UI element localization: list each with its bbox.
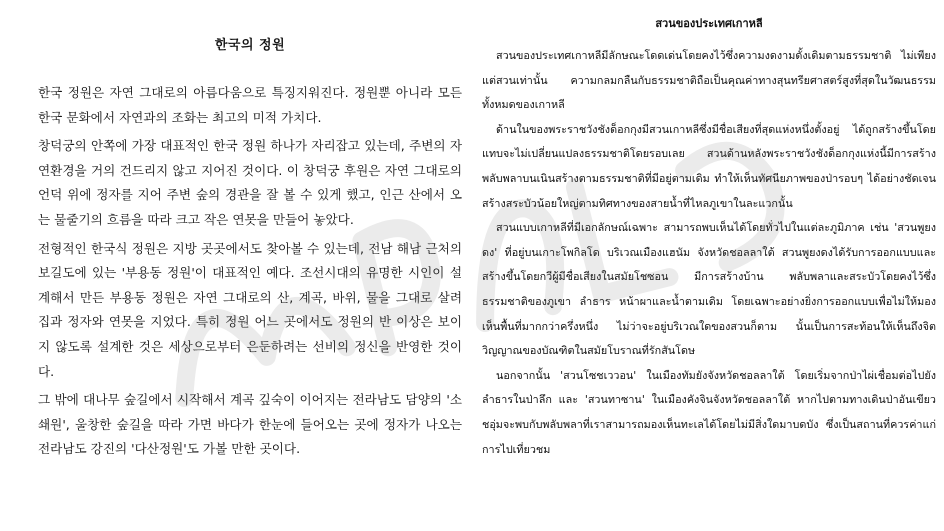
korean-title: 한국의 정원 bbox=[214, 38, 286, 53]
thai-paragraph: นอกจากนั้น 'สวนโซชเววอน' ในเมืองทัมยังจังหวัดชอลลาใต้ โดยเริ่มจากป่าไผ่เชื่อมต่อไปยังลำธารในป่าลึก และ 'สวนทาซาน' ในเมืองคังจินจังหวัดชอลลาใต้ หากไปตามทางเดินป่าอันเขียวชอุ่มจะพบกับพลับพลาที่เราสามารถมองเห็นทะเลได้โดยไม่มีสิ่งใดมาบดบัง ซึ่งเป็นสถานที่ควรค่าแก่การไปเที่ยวชม bbox=[482, 368, 936, 456]
korean-paragraph: 그 밖에 대나무 숲길에서 시작해서 계곡 깊숙이 이어지는 전라남도 담양의 '소쇄원', 울창한 숲길을 따라 가면 바다가 한눈에 들어오는 곳에 정자가 나오는 전라남도 강진의 '다산정원'도 가볼 만한 곳이다. bbox=[38, 392, 462, 457]
korean-paragraph: 전형적인 한국식 정원은 지방 곳곳에서도 찾아볼 수 있는데, 전남 해남 근처의 보길도에 있는 '부용동 정원'이 대표적인 예다. 조선시대의 유명한 시인이 설계해서 만든 부용동 정원은 자연 그대로의 산, 계곡, 바위, 물을 그대로 살려 집과 정자와 연못을 지었다. 특히 정원 어느 곳에서도 정원의 반 이상은 보이지 않도록 설계한 것은 세상으로부터 은둔하려는 선비의 정신을 반영한 것이다. bbox=[38, 240, 462, 379]
thai-paragraph: ด้านในของพระราชวังชังด็อกกุงมีสวนเกาหลีซึ่งมีชื่อเสียงที่สุดแห่งหนึ่งตั้งอยู่ ได้ถูกสร้างขึ้นโดยแทบจะไม่เปลี่ยนแปลงธรรมชาติโดยรอบเลย สวนด้านหลังพระราชวังชังด็อกกุงแห่งนี้มีการสร้างพลับพลาบนเนินสร้างตามธรรมชาติที่มีอยู่ตามเดิม ทำให้เห็นทัศนียภาพของป่ารอบๆ ได้อย่างชัดเจน สร้างสระบัวน้อยใหญ่ตามทิศทางของสายน้ำที่ไหลภูเขาในละแวกนั้น bbox=[482, 122, 936, 210]
thai-title: สวนของประเทศเกาหลี bbox=[655, 17, 763, 30]
korean-paragraph: 창덕궁의 안쪽에 가장 대표적인 한국 정원 하나가 자리잡고 있는데, 주변의 자연환경을 거의 건드리지 않고 지어진 것이다. 이 창덕궁 후원은 자연 그대로의 언덕 위에 정자를 지어 주변 숲의 경관을 잘 볼 수 있게 했고, 인근 산에서 오는 물줄기의 흐름을 따라 크고 작은 연못을 만들어 놓았다. bbox=[38, 138, 462, 227]
thai-paragraph: สวนแบบเกาหลีที่มีเอกลักษณ์เฉพาะ สามารถพบเห็นได้โดยทั่วไปในแต่ละภูมิภาค เช่น 'สวนพูยงดง' ที่อยู่บนเกาะโพกิลโด บริเวณเมืองแฮนัม จังหวัดชอลลาใต้ สวนพูยงดงได้รับการออกแบบและสร้างขึ้นโดยกวีผู้มีชื่อเสียงในสมัยโชซอน มีการสร้างบ้าน พลับพลาและสระบัวโดยคงไว้ซึ่งธรรมชาติของภูเขา ลำธาร หน้าผาและน้ำตามเดิม โดยเฉพาะอย่างยิ่งการออกแบบเพื่อไม่ให้มองเห็นพื้นที่มากกว่าครึ่งหนึ่ง ไม่ว่าจะอยู่บริเวณใดของสวนก็ตาม นั้นเป็นการสะท้อนให้เห็นถึงจิตวิญญาณของบัณฑิตในสมัยโบราณที่รักสันโดษ bbox=[482, 221, 936, 358]
thai-paragraph: สวนของประเทศเกาหลีมีลักษณะโดดเด่นโดยคงไว้ซึ่งความงดงามดั้งเดิมตามธรรมชาติ ไม่เพียงแต่สวนเท่านั้น ความกลมกลืนกับธรรมชาติถือเป็นคุณค่าทางสุนทรียศาสตร์สูงที่สุดในวัฒนธรรมทั้งหมดของเกาหลี bbox=[482, 49, 936, 112]
korean-paragraph: 한국 정원은 자연 그대로의 아름다움으로 특징지워진다. 정원뿐 아니라 모든 한국 문화에서 자연과의 조화는 최고의 미적 가치다. bbox=[38, 85, 462, 125]
thai-page bbox=[472, 0, 944, 531]
